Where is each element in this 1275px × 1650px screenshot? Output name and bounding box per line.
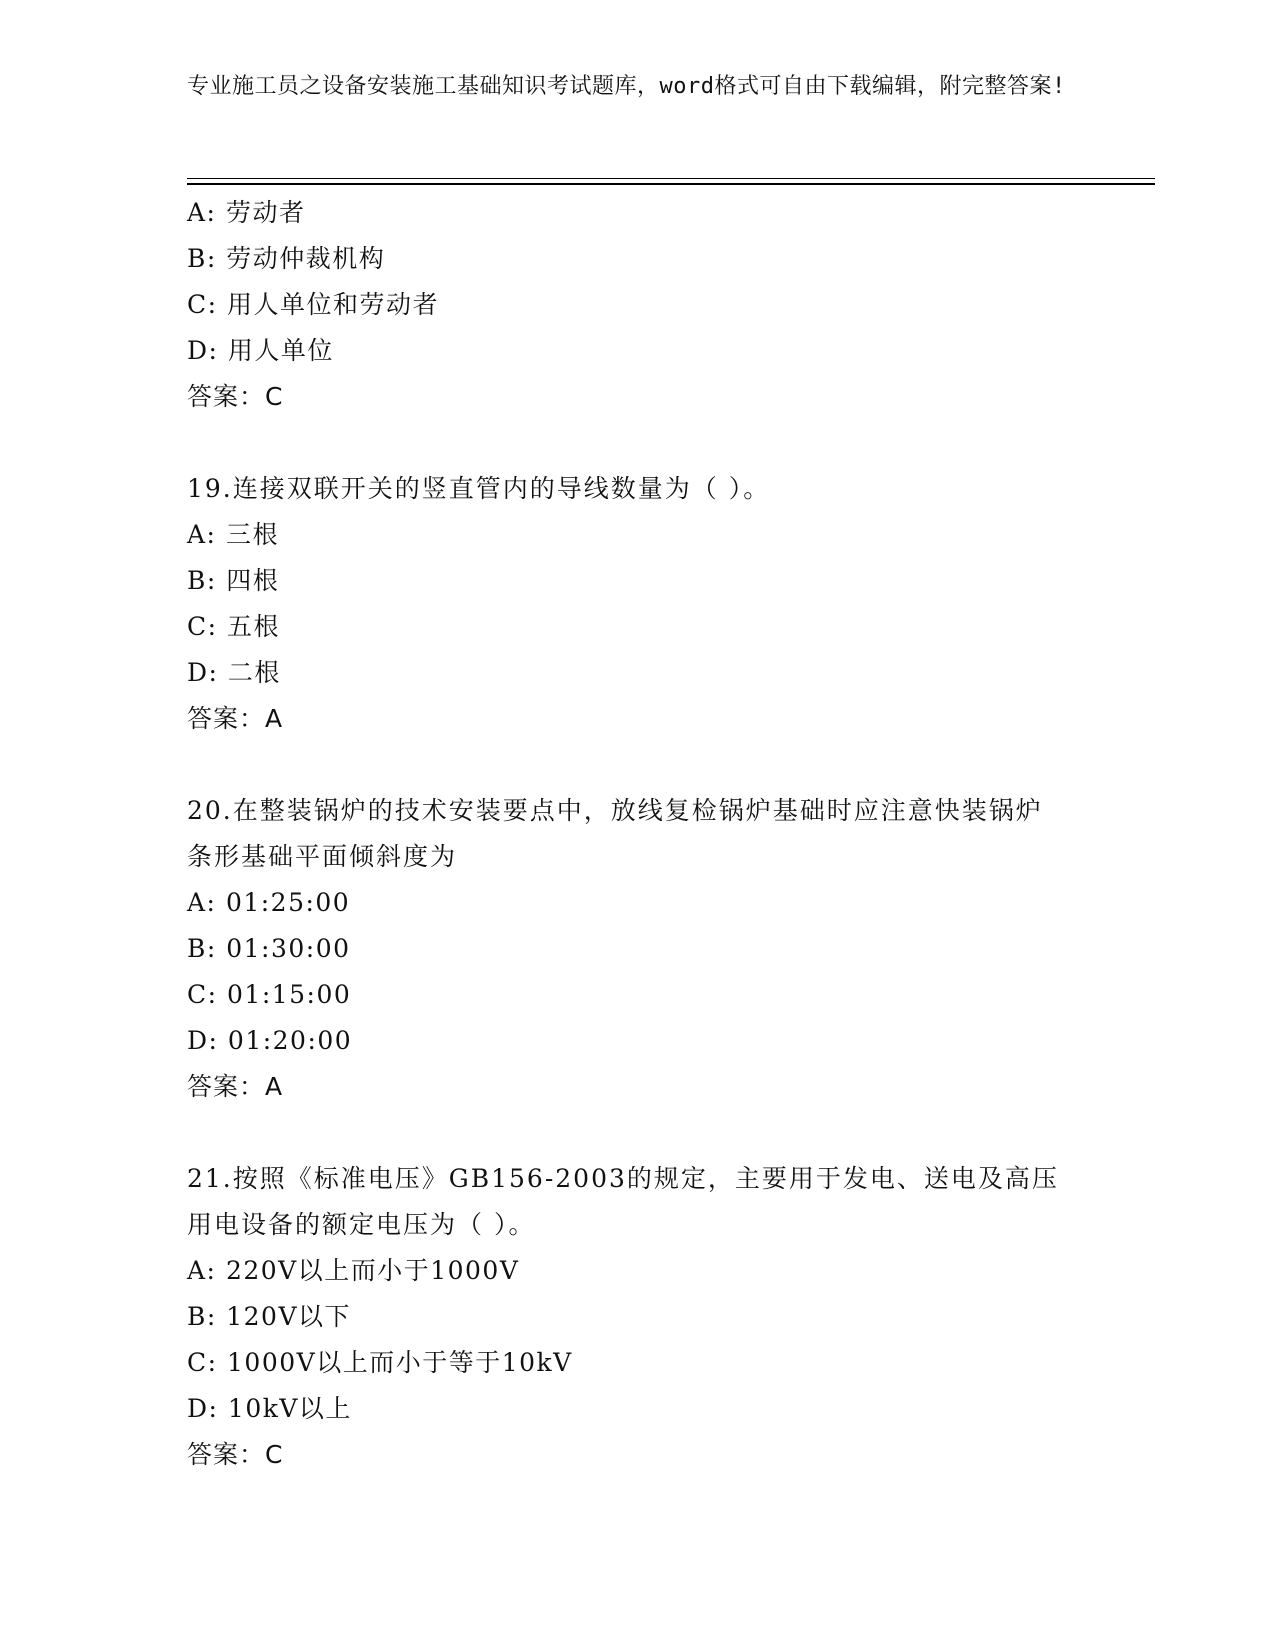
option-d: [187, 328, 1087, 374]
option-text: 五根: [227, 612, 281, 641]
option-d: [187, 650, 1087, 696]
option-letter: C:: [187, 1348, 218, 1377]
option-c: [187, 282, 1087, 328]
option-a: [187, 1248, 1087, 1294]
question-stem: 20.在整装锅炉的技术安装要点中，放线复检锅炉基础时应注意快装锅炉条形基础平面倾斜度为: [187, 796, 1043, 871]
option-text: 用人单位: [227, 336, 334, 365]
option-text: 三根: [225, 520, 279, 549]
option-letter: C:: [187, 290, 218, 319]
option-text: 10kV以上: [227, 1394, 352, 1423]
option-text: 01:30:00: [226, 934, 351, 963]
option-text: 劳动仲裁机构: [226, 244, 386, 273]
option-letter: C:: [187, 980, 218, 1009]
option-letter: B:: [187, 934, 217, 963]
option-text: 01:20:00: [227, 1026, 353, 1055]
option-letter: D:: [187, 658, 219, 687]
option-d: [187, 1018, 1087, 1064]
option-b: [187, 236, 1087, 282]
option-text: 1000V以上而小于等于10kV: [227, 1348, 573, 1377]
option-letter: A:: [187, 520, 217, 549]
option-letter: B:: [187, 566, 217, 595]
question-18-continued: [187, 190, 1087, 420]
question-19: [187, 466, 1087, 742]
option-letter: D:: [187, 1026, 219, 1055]
option-letter: C:: [187, 612, 218, 641]
option-letter: B:: [187, 1302, 217, 1331]
answer-line: 答案：C: [187, 382, 284, 411]
option-text: 劳动者: [225, 198, 306, 227]
question-stem: 19.连接双联开关的竖直管内的导线数量为（ ）。: [187, 474, 771, 503]
option-text: 01:15:00: [227, 980, 352, 1009]
option-c: [187, 1340, 1087, 1386]
option-letter: D:: [187, 336, 219, 365]
option-a: [187, 190, 1087, 236]
answer-line: 答案：A: [187, 704, 284, 733]
option-letter: A:: [187, 1256, 217, 1285]
option-letter: A:: [187, 198, 217, 227]
option-letter: B:: [187, 244, 217, 273]
header-divider-thin: [187, 178, 1155, 179]
option-c: [187, 972, 1087, 1018]
option-d: [187, 1386, 1087, 1432]
question-list: [187, 190, 1087, 1524]
question-stem: 21.按照《标准电压》GB156-2003的规定，主要用于发电、送电及高压用电设备的额定电压为（ ）。: [187, 1164, 1059, 1239]
document-header: [187, 70, 1067, 103]
option-text: 用人单位和劳动者: [227, 290, 440, 319]
option-b: [187, 558, 1087, 604]
answer-line: 答案：C: [187, 1440, 284, 1469]
header-divider-thick: [187, 183, 1155, 185]
option-c: [187, 604, 1087, 650]
option-text: 四根: [226, 566, 280, 595]
option-text: 二根: [227, 658, 281, 687]
option-b: [187, 1294, 1087, 1340]
option-text: 220V以上而小于1000V: [225, 1256, 520, 1285]
option-text: 120V以下: [226, 1302, 352, 1331]
answer-line: 答案：A: [187, 1072, 284, 1101]
question-20: [187, 788, 1087, 1110]
header-intro-text: 专业施工员之设备安装施工基础知识考试题库，word格式可自由下载编辑，附完整答案!: [187, 74, 1066, 99]
option-b: [187, 926, 1087, 972]
option-letter: D:: [187, 1394, 219, 1423]
question-21: [187, 1156, 1087, 1478]
option-a: [187, 512, 1087, 558]
option-a: [187, 880, 1087, 926]
option-letter: A:: [187, 888, 217, 917]
option-text: 01:25:00: [225, 888, 351, 917]
